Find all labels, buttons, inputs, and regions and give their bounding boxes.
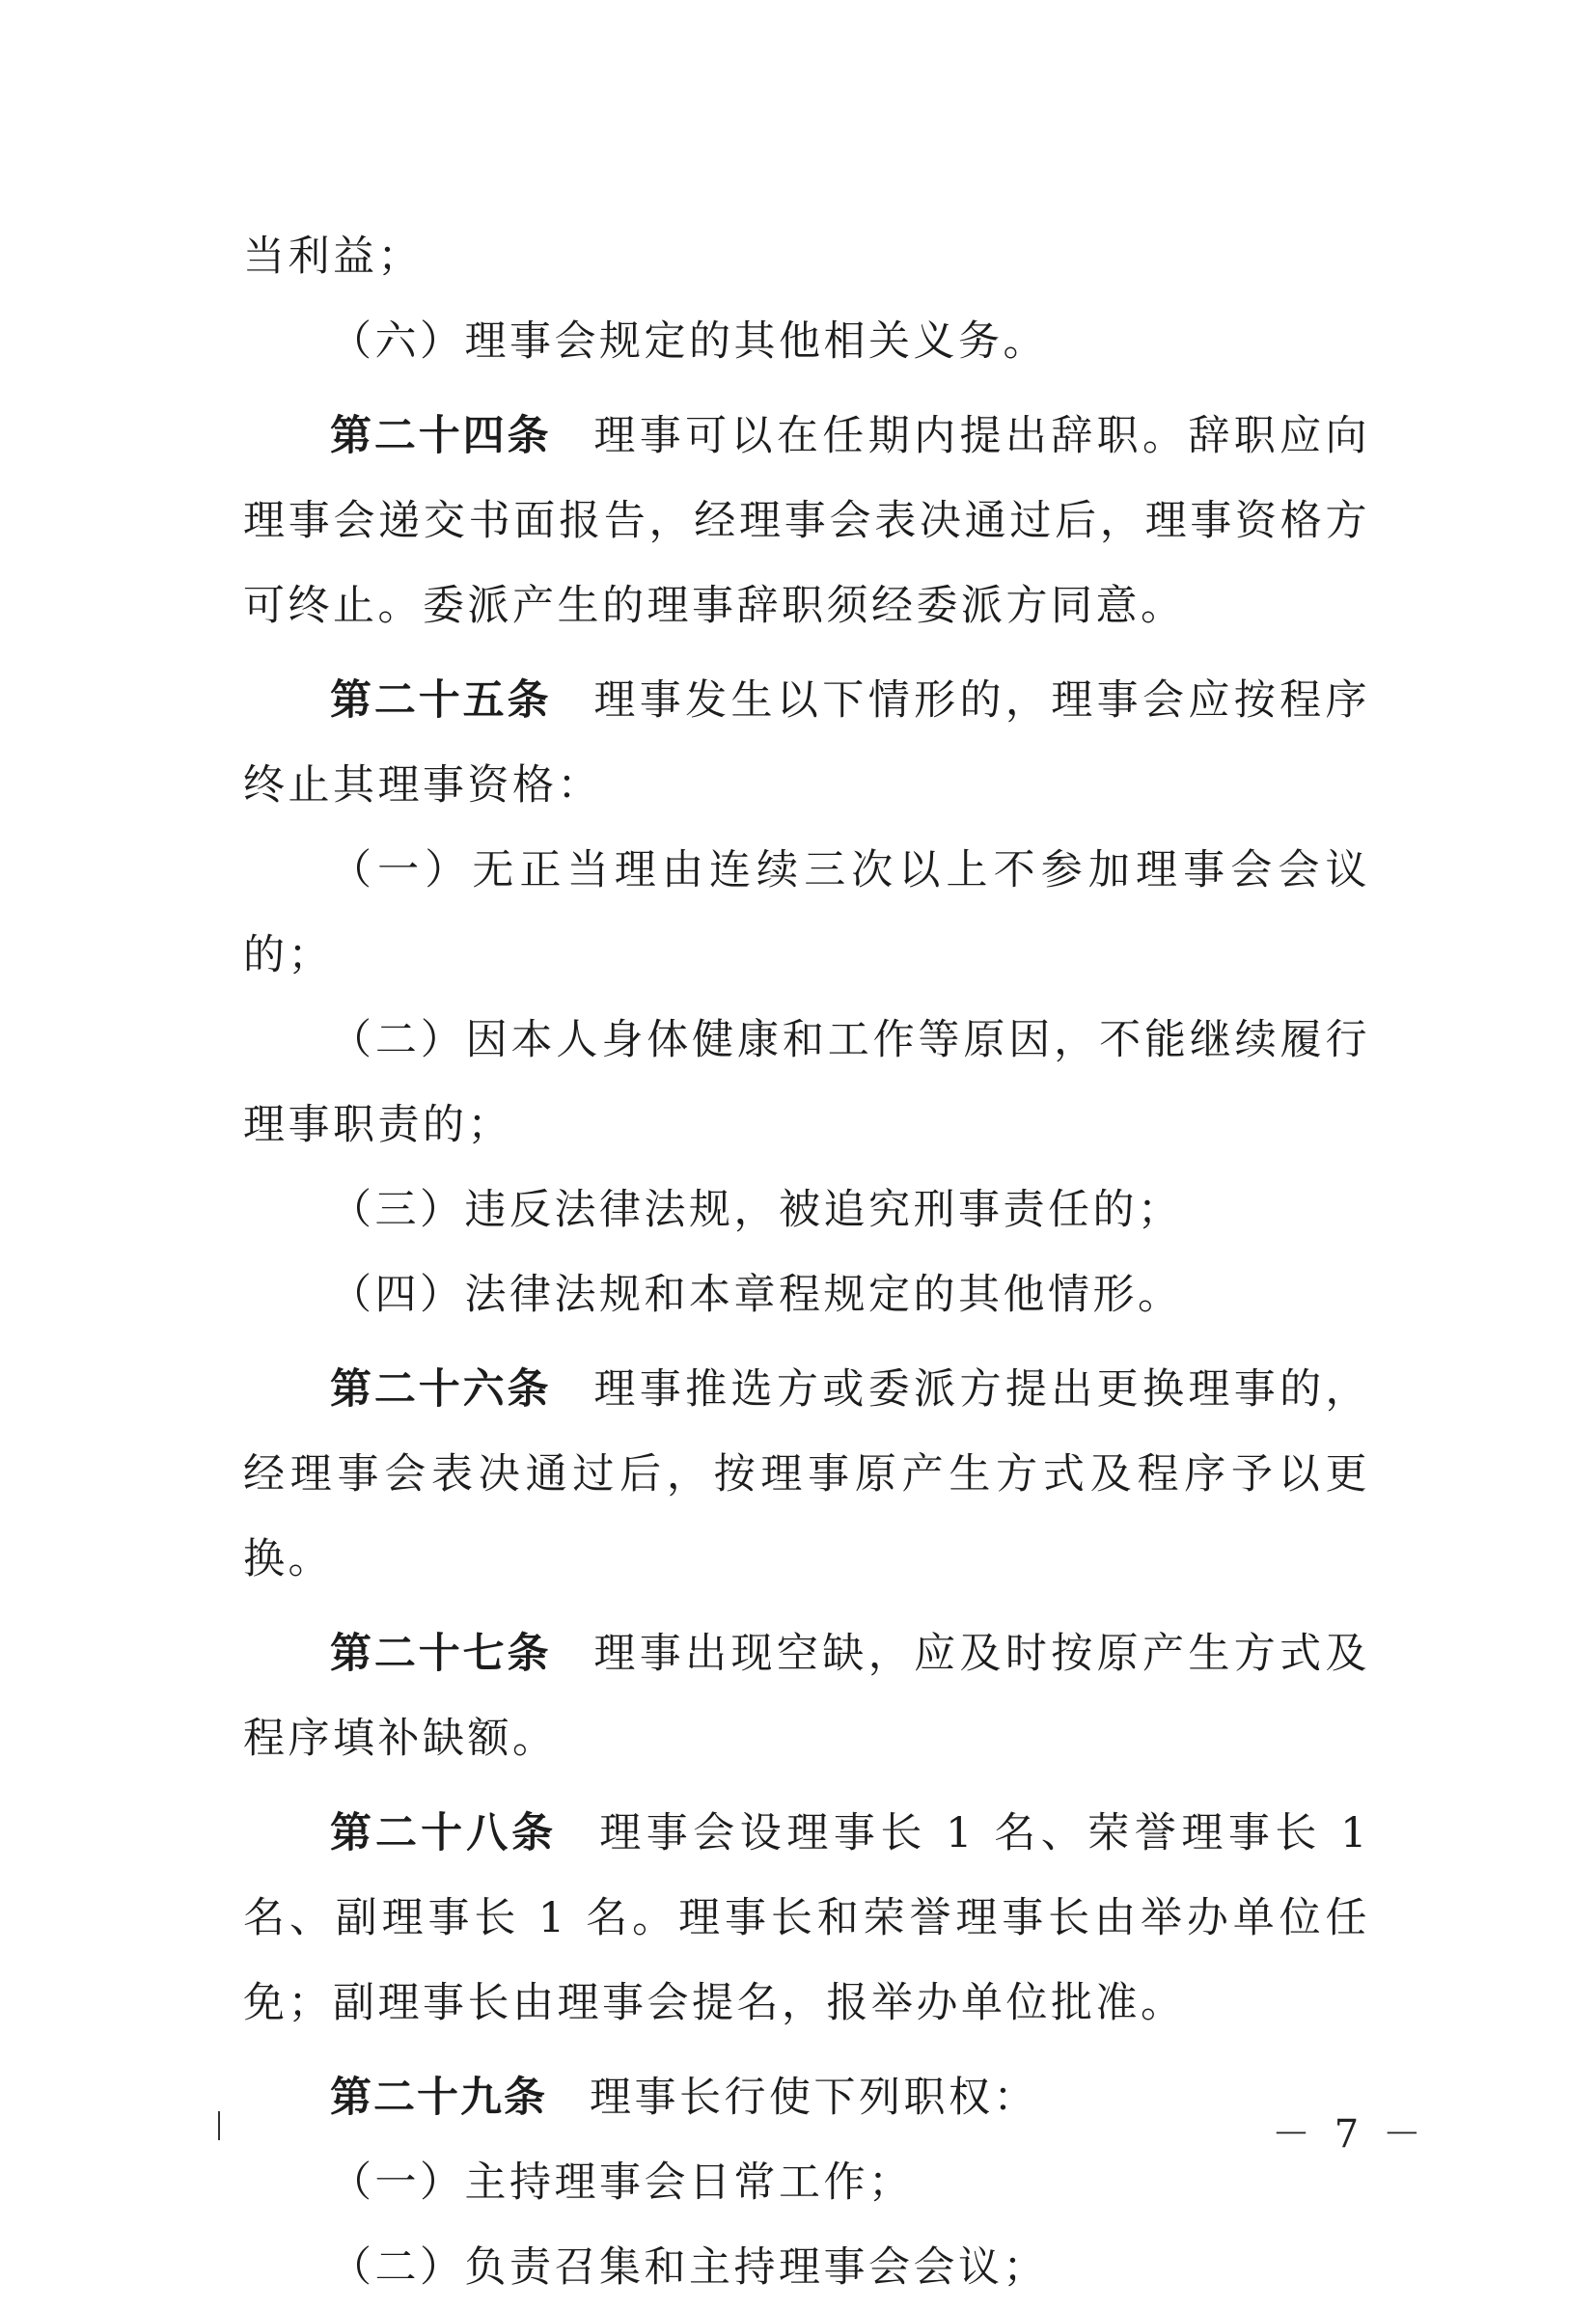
- article-29: [243, 2055, 1370, 2140]
- article-number: 第二十九条: [330, 2074, 547, 2122]
- paragraph-item-6: [243, 299, 1370, 384]
- paragraph-item-1: [243, 828, 1370, 998]
- article-number: 第二十五条: [330, 676, 552, 725]
- paragraph-item-2: [243, 998, 1370, 1168]
- article-25: [243, 658, 1370, 828]
- article-text: 理事出现空缺，应及时按原产生方式及程序填补缺额。: [243, 1630, 1371, 1763]
- paragraph-item-3: [243, 1168, 1370, 1252]
- article-number: 第二十四条: [330, 412, 552, 460]
- paragraph-text: （四）法律法规和本章程规定的其他情形。: [330, 1271, 1183, 1319]
- article-24: [243, 394, 1370, 648]
- paragraph-text: （二）负责召集和主持理事会会议；: [330, 2243, 1048, 2292]
- paragraph-item-1: [243, 2140, 1370, 2225]
- article-26: [243, 1347, 1370, 1602]
- paragraph-text: （一）主持理事会日常工作；: [330, 2159, 914, 2207]
- paragraph-text: 当利益；: [243, 233, 423, 281]
- paragraph-text: （二）因本人身体健康和工作等原因，不能继续履行理事职责的；: [243, 1016, 1370, 1149]
- paragraph-text: （六）理事会规定的其他相关义务。: [330, 317, 1048, 366]
- article-text: 理事发生以下情形的，理事会应按程序终止其理事资格：: [243, 676, 1371, 810]
- article-number: 第二十八条: [330, 1809, 558, 1857]
- article-text: 理事可以在任期内提出辞职。辞职应向理事会递交书面报告，经理事会表决通过后，理事资格方可终止。委派产生的理事辞职须经委派方同意。: [243, 412, 1371, 630]
- document-body: [243, 214, 1370, 2310]
- paragraph-text: （三）违反法律法规，被追究刑事责任的；: [330, 1186, 1183, 1234]
- paragraph-item-4: [243, 1252, 1370, 1337]
- article-text: 理事推选方或委派方提出更换理事的，经理事会表决通过后，按理事原产生方式及程序予以更换。: [243, 1365, 1371, 1583]
- article-27: [243, 1611, 1370, 1781]
- binding-line-mark: [218, 2111, 220, 2140]
- paragraph-text: （一）无正当理由连续三次以上不参加理事会会议的；: [243, 846, 1370, 979]
- paragraph-continuation: [243, 214, 1370, 299]
- article-text: 理事长行使下列职权：: [590, 2074, 1038, 2122]
- article-number: 第二十七条: [330, 1630, 552, 1678]
- paragraph-item-2: [243, 2225, 1370, 2310]
- article-28: [243, 1791, 1370, 2046]
- article-text: 理事会设理事长 1 名、荣誉理事长 1 名、副理事长 1 名。理事长和荣誉理事长由举办单位任免；副理事长由理事会提名，报举办单位批准。: [243, 1809, 1371, 2027]
- page-number: － 7 －: [1272, 2112, 1427, 2157]
- article-number: 第二十六条: [330, 1365, 552, 1414]
